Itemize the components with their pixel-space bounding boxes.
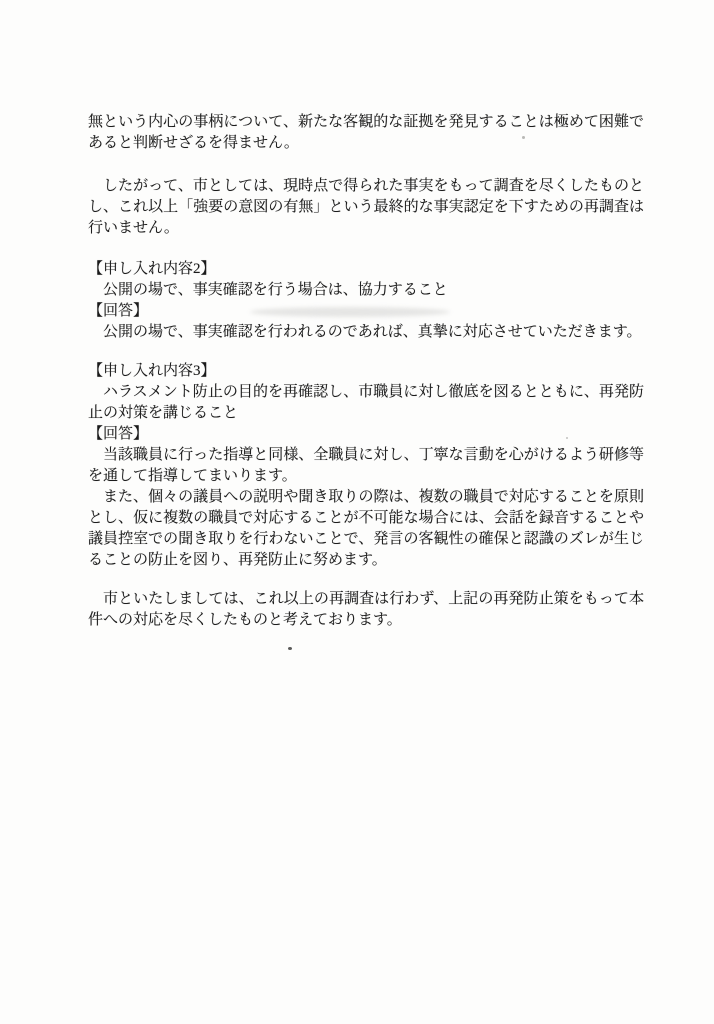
section3-answer-para1: 当該職員に行った指導と同様、全職員に対し、丁寧な言動を心がけるよう研修等を通して指導してまいります。 <box>88 447 644 484</box>
no-reinvestigation-paragraph: したがって、市としては、現時点で得られた事実をもって調査を尽くしたものとし、これ以上「強要の意図の有無」という最終的な事実認定を下すための再調査は行いません。 <box>88 178 644 236</box>
scan-speck <box>288 647 292 650</box>
section2-request-header: 【申し入れ内容2】 <box>88 261 216 277</box>
scan-speck <box>522 136 525 139</box>
section3-request-body: ハラスメント防止の目的を再確認し、市職員に対し徹底を図るとともに、再発防止の対策を講じること <box>88 384 644 421</box>
scan-smudge <box>250 307 450 317</box>
section2-request-body: 公開の場で、事実確認を行う場合は、協力すること <box>103 282 448 298</box>
section2-answer-body: 公開の場で、事実確認を行われるのであれば、真摯に対応させていただきます。 <box>103 324 642 340</box>
section3-request-header: 【申し入れ内容3】 <box>88 363 216 379</box>
closing-paragraph: 市といたしましては、これ以上の再調査は行わず、上記の再発防止策をもって本件への対応を尽くしたものと考えております。 <box>88 591 644 628</box>
document-text-block <box>88 112 644 631</box>
scan-speck <box>566 437 568 439</box>
section3-answer-header: 【回答】 <box>88 426 149 442</box>
section3-answer-para2: また、個々の議員への説明や聞き取りの際は、複数の職員で対応することを原則とし、仮に複数の職員で対応することが不可能な場合には、会話を録音することや議員控室での聞き取りを行わないことで、発言の客観性の確保と認識のズレが生じることの防止を図り、再発防止に努めます。 <box>88 489 644 568</box>
section2-answer-header: 【回答】 <box>88 303 149 319</box>
intro-continuation-paragraph: 無という内心の事柄について、新たな客観的な証拠を発見することは極めて困難であると判断せざるを得ません。 <box>88 114 644 151</box>
